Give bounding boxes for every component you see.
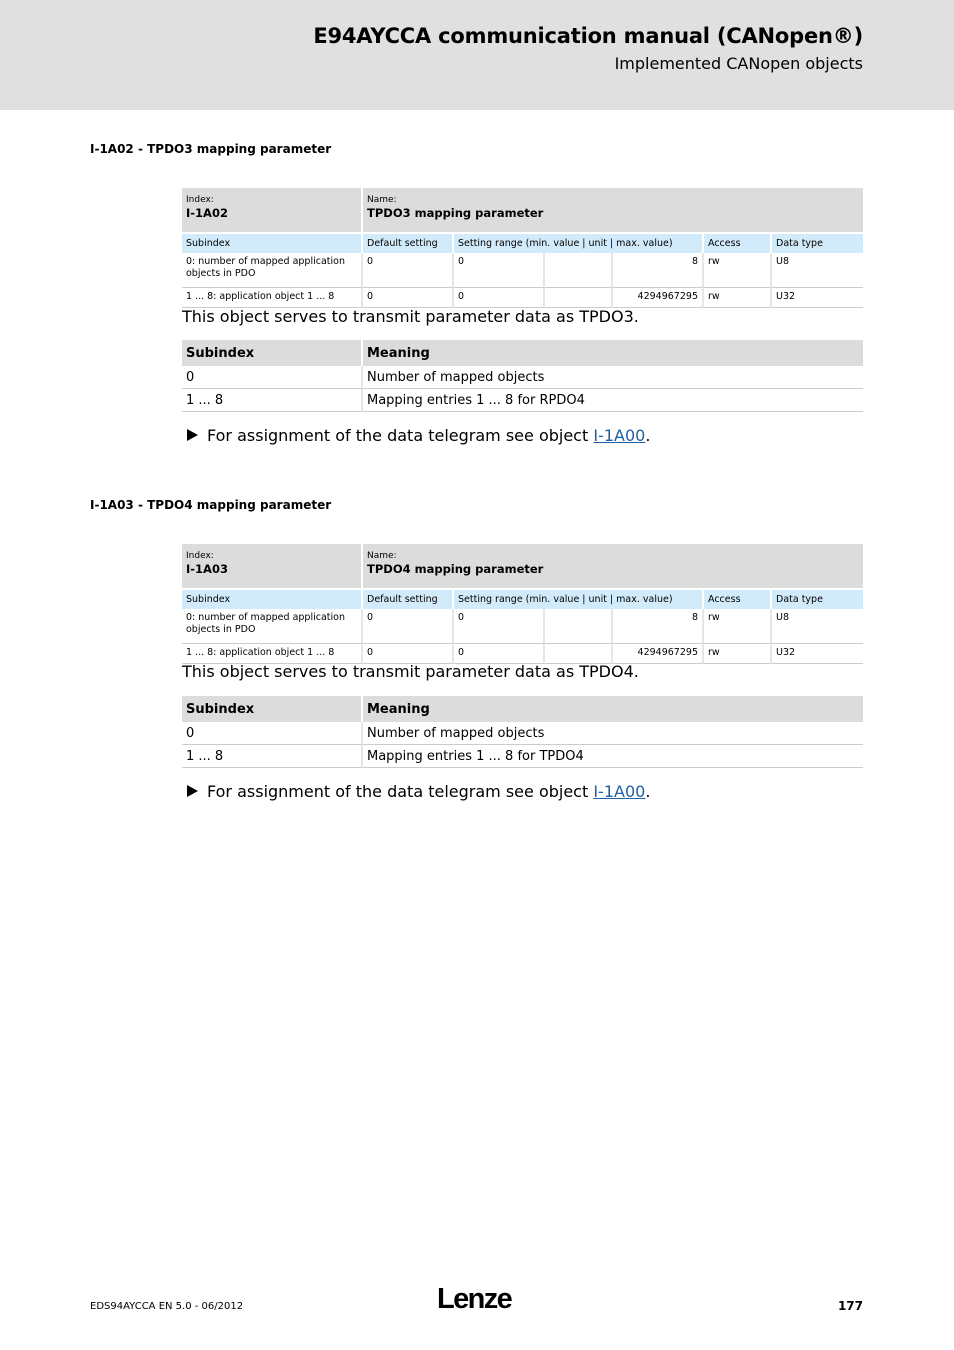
cell-default: 0 bbox=[363, 288, 454, 308]
note-text: For assignment of the data telegram see object bbox=[207, 782, 594, 801]
section-heading-1a02: I-1A02 - TPDO3 mapping parameter bbox=[90, 142, 332, 156]
cell-default: 0 bbox=[363, 644, 454, 664]
cell-max: 4294967295 bbox=[613, 644, 704, 664]
index-label: Index: bbox=[186, 551, 214, 561]
table-row bbox=[182, 745, 863, 768]
meaning-cell-meaning: Number of mapped objects bbox=[363, 722, 863, 745]
meaning-cell-subindex: 0 bbox=[182, 722, 363, 745]
index-cell bbox=[182, 188, 363, 232]
lenze-logo: Lenze bbox=[437, 1283, 512, 1315]
meaning-cell-subindex: 1 ... 8 bbox=[182, 389, 363, 412]
cell-min: 0 bbox=[454, 253, 545, 288]
note-end: . bbox=[645, 426, 651, 445]
cell-type: U8 bbox=[772, 609, 863, 644]
object-table-1a03 bbox=[182, 544, 863, 664]
table-row bbox=[182, 288, 863, 308]
col-header-subindex: Subindex bbox=[182, 588, 363, 609]
meaning-header-subindex: Subindex bbox=[182, 340, 363, 366]
name-label: Name: bbox=[367, 551, 397, 561]
col-header-subindex: Subindex bbox=[182, 232, 363, 253]
col-header-range: Setting range (min. value | unit | max. value) bbox=[454, 232, 704, 253]
cell-unit bbox=[545, 288, 613, 308]
cell-unit bbox=[545, 253, 613, 288]
description-1a03: This object serves to transmit parameter data as TPDO4. bbox=[182, 662, 639, 681]
name-cell bbox=[363, 544, 863, 588]
name-label: Name: bbox=[367, 195, 397, 205]
arrow-right-icon bbox=[187, 785, 198, 797]
meaning-cell-meaning: Mapping entries 1 ... 8 for RPDO4 bbox=[363, 389, 863, 412]
table-row bbox=[182, 644, 863, 664]
meaning-cell-subindex: 1 ... 8 bbox=[182, 745, 363, 768]
table-row bbox=[182, 722, 863, 745]
meaning-cell-meaning: Number of mapped objects bbox=[363, 366, 863, 389]
cell-min: 0 bbox=[454, 609, 545, 644]
index-value: I-1A02 bbox=[186, 206, 228, 220]
col-header-range: Setting range (min. value | unit | max. value) bbox=[454, 588, 704, 609]
col-header-default: Default setting bbox=[363, 588, 454, 609]
table-row bbox=[182, 253, 863, 288]
meaning-header-meaning: Meaning bbox=[363, 696, 863, 722]
object-link-1a00[interactable]: I-1A00 bbox=[593, 426, 646, 445]
page-number: 177 bbox=[837, 1299, 863, 1313]
arrow-right-icon bbox=[187, 429, 198, 441]
col-header-type: Data type bbox=[772, 588, 863, 609]
name-cell bbox=[363, 188, 863, 232]
index-label: Index: bbox=[186, 195, 214, 205]
cell-access: rw bbox=[704, 253, 772, 288]
note-1a02 bbox=[187, 426, 650, 445]
meaning-cell-meaning: Mapping entries 1 ... 8 for TPDO4 bbox=[363, 745, 863, 768]
table-row bbox=[182, 389, 863, 412]
cell-type: U32 bbox=[772, 288, 863, 308]
meaning-header-meaning: Meaning bbox=[363, 340, 863, 366]
description-1a02: This object serves to transmit parameter data as TPDO3. bbox=[182, 307, 639, 326]
cell-max: 4294967295 bbox=[613, 288, 704, 308]
object-link-1a00[interactable]: I-1A00 bbox=[593, 782, 646, 801]
cell-subindex: 0: number of mapped application objects in PDO bbox=[182, 253, 363, 288]
note-1a03 bbox=[187, 782, 650, 801]
cell-min: 0 bbox=[454, 288, 545, 308]
meaning-header-subindex: Subindex bbox=[182, 696, 363, 722]
cell-max: 8 bbox=[613, 253, 704, 288]
col-header-default: Default setting bbox=[363, 232, 454, 253]
cell-default: 0 bbox=[363, 253, 454, 288]
cell-access: rw bbox=[704, 609, 772, 644]
section-heading-1a03: I-1A03 - TPDO4 mapping parameter bbox=[90, 498, 332, 512]
col-header-type: Data type bbox=[772, 232, 863, 253]
cell-min: 0 bbox=[454, 644, 545, 664]
col-header-access: Access bbox=[704, 588, 772, 609]
index-cell bbox=[182, 544, 363, 588]
footer-doc-id: EDS94AYCCA EN 5.0 - 06/2012 bbox=[90, 1301, 244, 1312]
document-subtitle: Implemented CANopen objects bbox=[614, 54, 863, 73]
col-header-access: Access bbox=[704, 232, 772, 253]
cell-access: rw bbox=[704, 288, 772, 308]
table-row bbox=[182, 366, 863, 389]
table-row bbox=[182, 609, 863, 644]
cell-subindex: 0: number of mapped application objects in PDO bbox=[182, 609, 363, 644]
meaning-table-1a03 bbox=[182, 696, 863, 768]
name-value: TPDO4 mapping parameter bbox=[367, 562, 544, 576]
document-title: E94AYCCA communication manual (CANopen®) bbox=[313, 24, 863, 48]
meaning-cell-subindex: 0 bbox=[182, 366, 363, 389]
object-table-1a02 bbox=[182, 188, 863, 308]
meaning-table-1a02 bbox=[182, 340, 863, 412]
cell-type: U8 bbox=[772, 253, 863, 288]
note-end: . bbox=[645, 782, 651, 801]
note-text: For assignment of the data telegram see object bbox=[207, 426, 594, 445]
cell-type: U32 bbox=[772, 644, 863, 664]
cell-access: rw bbox=[704, 644, 772, 664]
cell-unit bbox=[545, 644, 613, 664]
name-value: TPDO3 mapping parameter bbox=[367, 206, 544, 220]
cell-subindex: 1 ... 8: application object 1 ... 8 bbox=[182, 644, 363, 664]
cell-default: 0 bbox=[363, 609, 454, 644]
cell-unit bbox=[545, 609, 613, 644]
cell-subindex: 1 ... 8: application object 1 ... 8 bbox=[182, 288, 363, 308]
index-value: I-1A03 bbox=[186, 562, 228, 576]
cell-max: 8 bbox=[613, 609, 704, 644]
